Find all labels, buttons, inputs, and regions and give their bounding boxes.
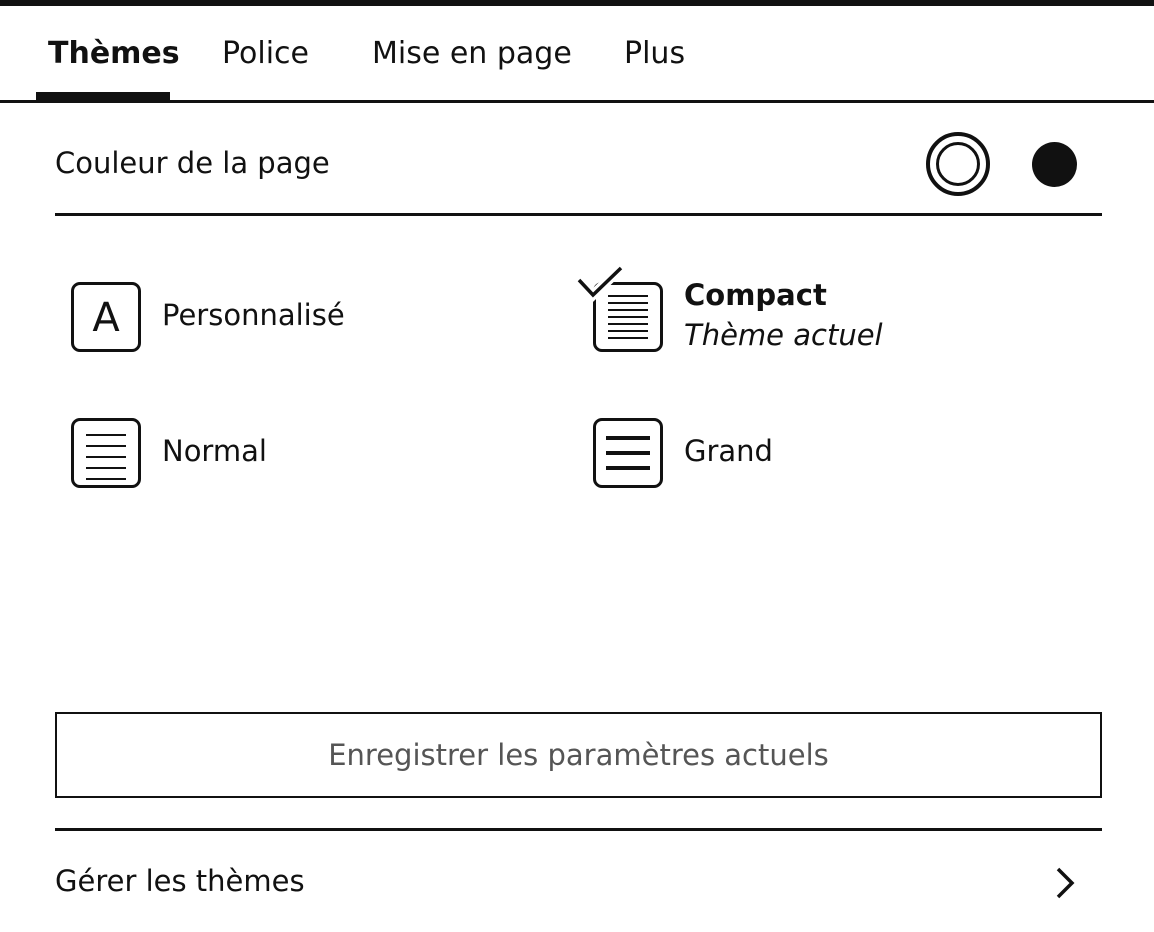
theme-large[interactable]: [593, 418, 893, 490]
large-lines-icon: [593, 418, 663, 488]
theme-normal[interactable]: [71, 418, 371, 490]
tab-layout[interactable]: Mise en page: [372, 36, 572, 71]
selected-ring-icon: [936, 142, 980, 186]
tab-font[interactable]: Police: [222, 36, 309, 71]
manage-themes-row[interactable]: [0, 832, 1154, 932]
manage-divider: [55, 828, 1102, 831]
letter-a-icon: A: [71, 282, 141, 352]
chevron-right-icon: [1052, 866, 1078, 900]
tab-more[interactable]: Plus: [624, 36, 686, 71]
page-color-divider: [55, 213, 1102, 216]
save-settings-button[interactable]: Enregistrer les paramètres actuels: [55, 712, 1102, 798]
page-color-label: Couleur de la page: [55, 146, 330, 180]
normal-lines-icon: [71, 418, 141, 488]
checkmark-icon: [576, 264, 626, 304]
current-theme-status: Thème actuel: [684, 318, 883, 352]
theme-compact-label: Compact: [684, 278, 827, 312]
tab-themes[interactable]: Thèmes: [48, 36, 180, 71]
theme-compact[interactable]: [576, 264, 896, 356]
theme-large-label: Grand: [684, 434, 773, 468]
tabs-divider: [0, 100, 1154, 103]
manage-themes-label: Gérer les thèmes: [55, 864, 305, 898]
theme-normal-label: Normal: [162, 434, 267, 468]
theme-custom-label: Personnalisé: [162, 298, 345, 332]
theme-custom[interactable]: [71, 282, 371, 354]
page-color-black-option[interactable]: [1032, 142, 1077, 187]
tab-bar: [0, 6, 1154, 102]
page-color-white-option[interactable]: [926, 132, 990, 196]
